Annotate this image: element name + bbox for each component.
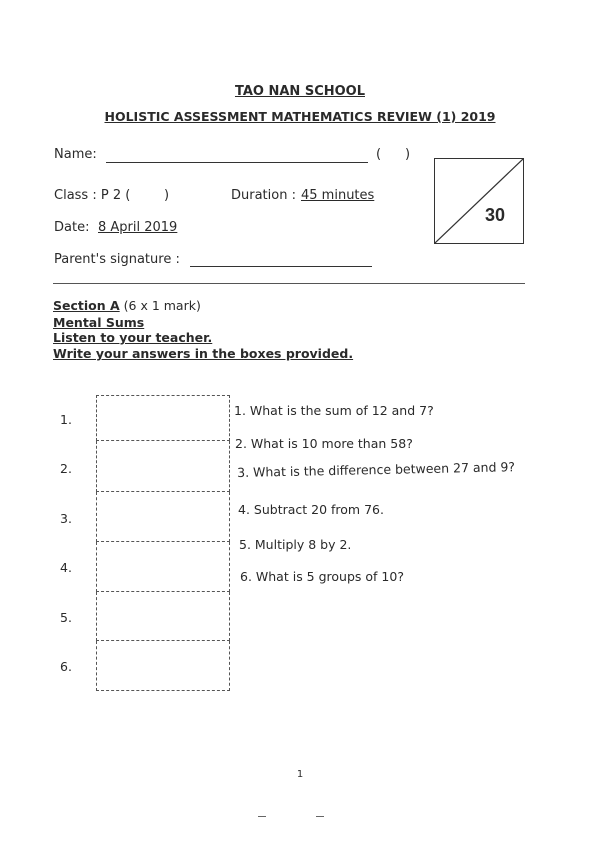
answer-number-6: 6.: [60, 659, 72, 674]
answer-box-1[interactable]: [96, 395, 230, 441]
parent-signature-label: Parent's signature :: [54, 252, 180, 267]
name-line[interactable]: [106, 162, 368, 163]
question-4: 4. Subtract 20 from 76.: [238, 502, 384, 517]
section-divider: [53, 283, 525, 284]
score-total: 30: [485, 205, 506, 225]
scan-mark-left: [258, 816, 266, 817]
answer-box-5[interactable]: [96, 592, 230, 641]
score-box-diagonal: [435, 159, 523, 243]
date-value: 8 April 2019: [98, 220, 178, 235]
question-3: 3. What is the difference between 27 and 9?: [237, 459, 516, 480]
answer-number-2: 2.: [60, 461, 72, 476]
name-bracket-close: ): [405, 147, 411, 162]
answer-box-3[interactable]: [96, 492, 230, 542]
section-instruction-1: Listen to your teacher.: [53, 330, 213, 345]
question-2: 2. What is 10 more than 58?: [235, 436, 413, 451]
page-number: 1: [296, 769, 304, 780]
question-1: 1. What is the sum of 12 and 7?: [234, 403, 434, 418]
answer-box-6[interactable]: [96, 641, 230, 691]
parent-signature-line[interactable]: [190, 266, 372, 267]
question-6: 6. What is 5 groups of 10?: [240, 569, 404, 584]
answer-number-4: 4.: [60, 560, 72, 575]
scan-mark-right: [316, 816, 324, 817]
duration-value: 45 minutes: [301, 188, 375, 203]
section-name: Section A: [53, 298, 120, 313]
section-marks: (6 x 1 mark): [123, 298, 201, 313]
section-heading: [53, 298, 201, 313]
duration-label: Duration :: [231, 188, 296, 203]
answer-number-1: 1.: [60, 412, 72, 427]
class-label: Class : P 2 (: [54, 188, 131, 203]
score-box[interactable]: [434, 158, 524, 244]
name-bracket-open: (: [376, 147, 382, 162]
class-bracket-close: ): [164, 188, 170, 203]
school-name: TAO NAN SCHOOL: [234, 84, 365, 99]
question-5: 5. Multiply 8 by 2.: [239, 537, 352, 552]
name-label: Name:: [54, 147, 97, 162]
answer-number-3: 3.: [60, 511, 72, 526]
section-subtitle: Mental Sums: [53, 315, 145, 330]
answer-box-2[interactable]: [96, 441, 230, 492]
assessment-title: HOLISTIC ASSESSMENT MATHEMATICS REVIEW (1) 2019: [104, 109, 496, 124]
section-instruction-2: Write your answers in the boxes provided.: [53, 346, 354, 361]
answer-box-4[interactable]: [96, 542, 230, 592]
answer-number-5: 5.: [60, 610, 72, 625]
date-label: Date:: [54, 220, 90, 235]
